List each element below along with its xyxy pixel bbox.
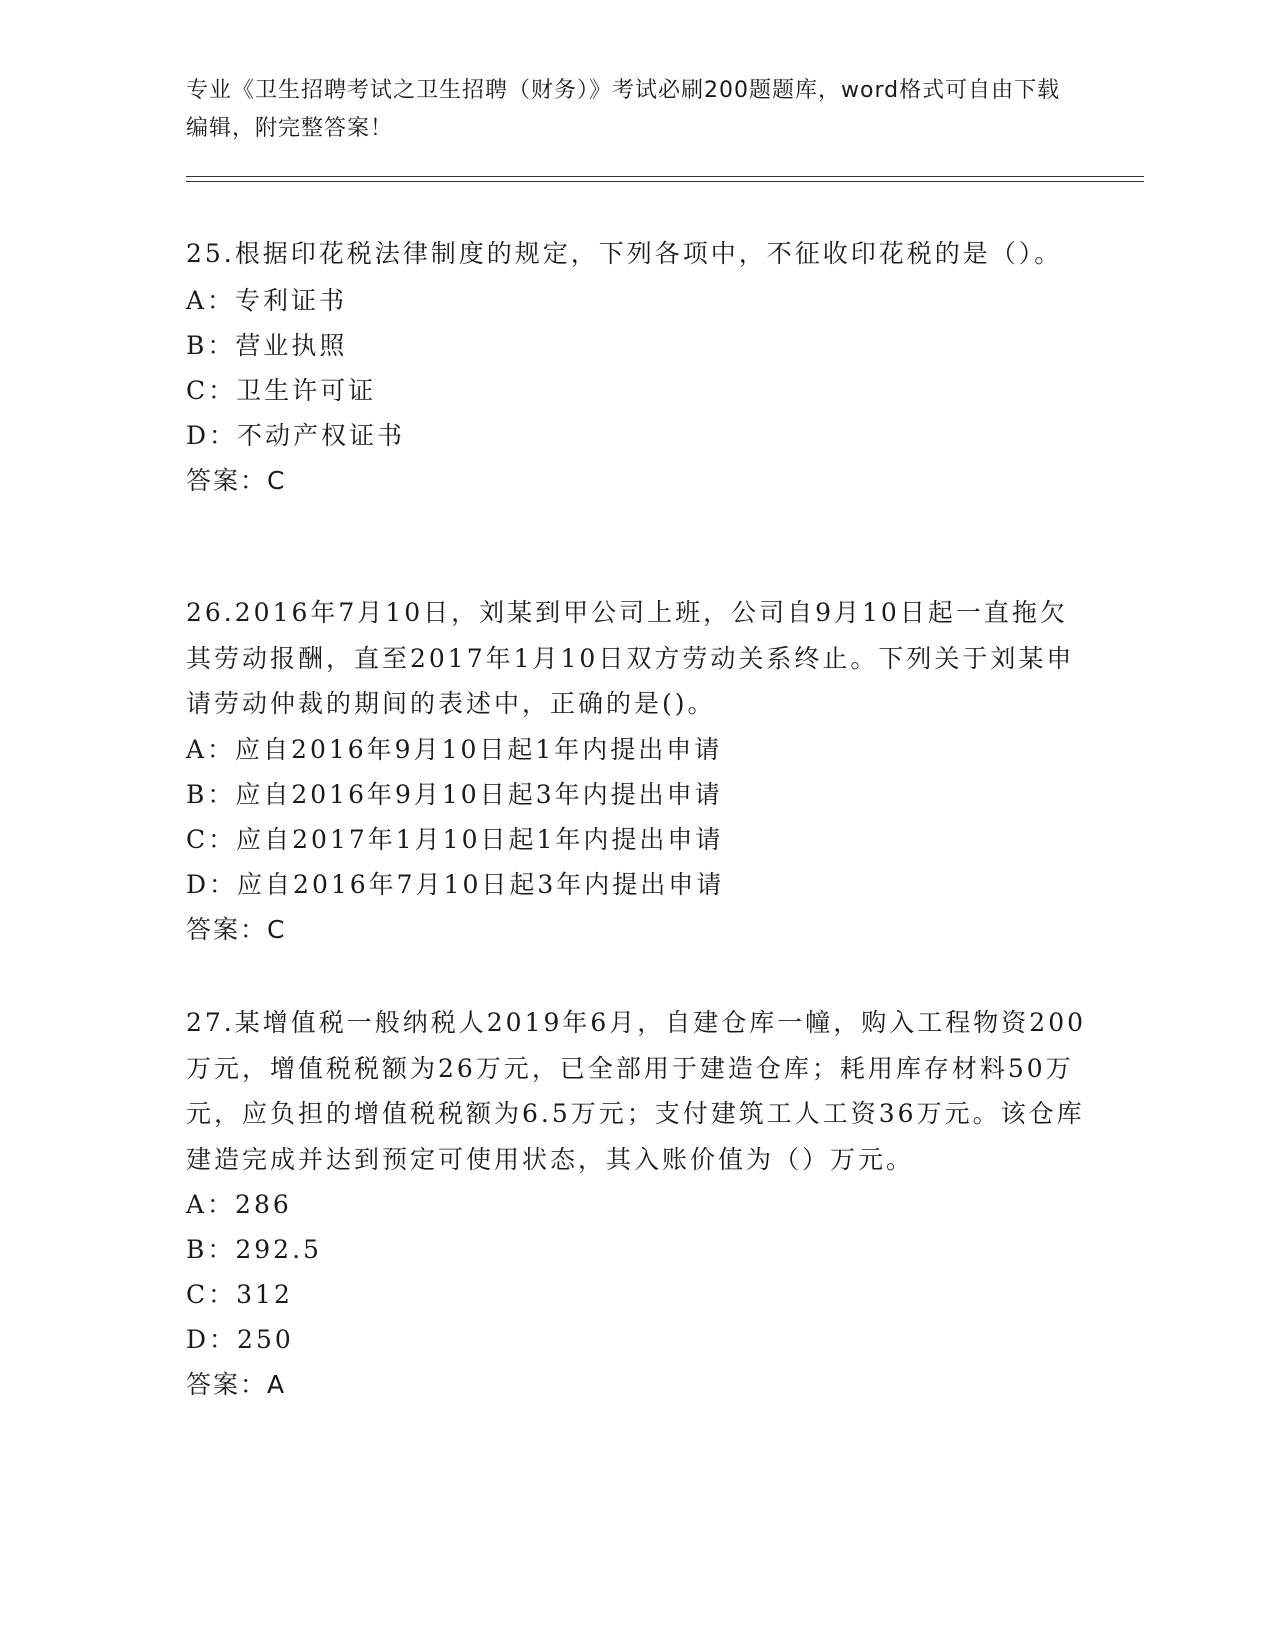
- option-d: D：250: [186, 1325, 294, 1354]
- answer-line: 答案：C: [186, 914, 287, 944]
- option-a: A：专利证书: [186, 286, 348, 315]
- question-stem: 26.2016年7月10日，刘某到甲公司上班，公司自9月10日起一直拖欠其劳动报酬，直至2017年1月10日双方劳动关系终止。下列关于刘某申请劳动仲裁的期间的表述中，正确的是()。: [186, 598, 1075, 718]
- question-stem: 25.根据印花税法律制度的规定，下列各项中，不征收印花税的是（）。: [186, 239, 1063, 268]
- option-c: C：312: [186, 1280, 293, 1309]
- option-c: C：卫生许可证: [186, 376, 377, 405]
- answer-line: 答案：A: [186, 1370, 287, 1399]
- header-divider-bottom: [186, 181, 1144, 182]
- answer-line: 答案：C: [186, 466, 287, 495]
- document-header: 专业《卫生招聘考试之卫生招聘（财务）》考试必刷200题题库，word格式可自由下载编辑，附完整答案！: [186, 78, 1061, 141]
- option-a: A：286: [186, 1190, 292, 1219]
- option-d: D：应自2016年7月10日起3年内提出申请: [186, 869, 725, 899]
- option-b: B：应自2016年9月10日起3年内提出申请: [186, 779, 723, 809]
- option-d: D：不动产权证书: [186, 421, 406, 450]
- option-c: C：应自2017年1月10日起1年内提出申请: [186, 824, 724, 854]
- question-block: [186, 230, 1086, 503]
- question-block: [186, 590, 1086, 952]
- question-stem: 27.某增值税一般纳税人2019年6月，自建仓库一幢，购入工程物资200万元，增值税税额为26万元，已全部用于建造仓库；耗用库存材料50万元，应负担的增值税税额为6.5万元；支付建筑工人工资36万元。该仓库建造完成并达到预定可使用状态，其入账价值为（）万元。: [186, 1008, 1087, 1174]
- option-b: B：营业执照: [186, 331, 348, 360]
- option-a: A：应自2016年9月10日起1年内提出申请: [186, 734, 723, 764]
- question-block: [186, 1000, 1086, 1407]
- header-divider-top: [186, 176, 1144, 177]
- option-b: B：292.5: [186, 1235, 322, 1264]
